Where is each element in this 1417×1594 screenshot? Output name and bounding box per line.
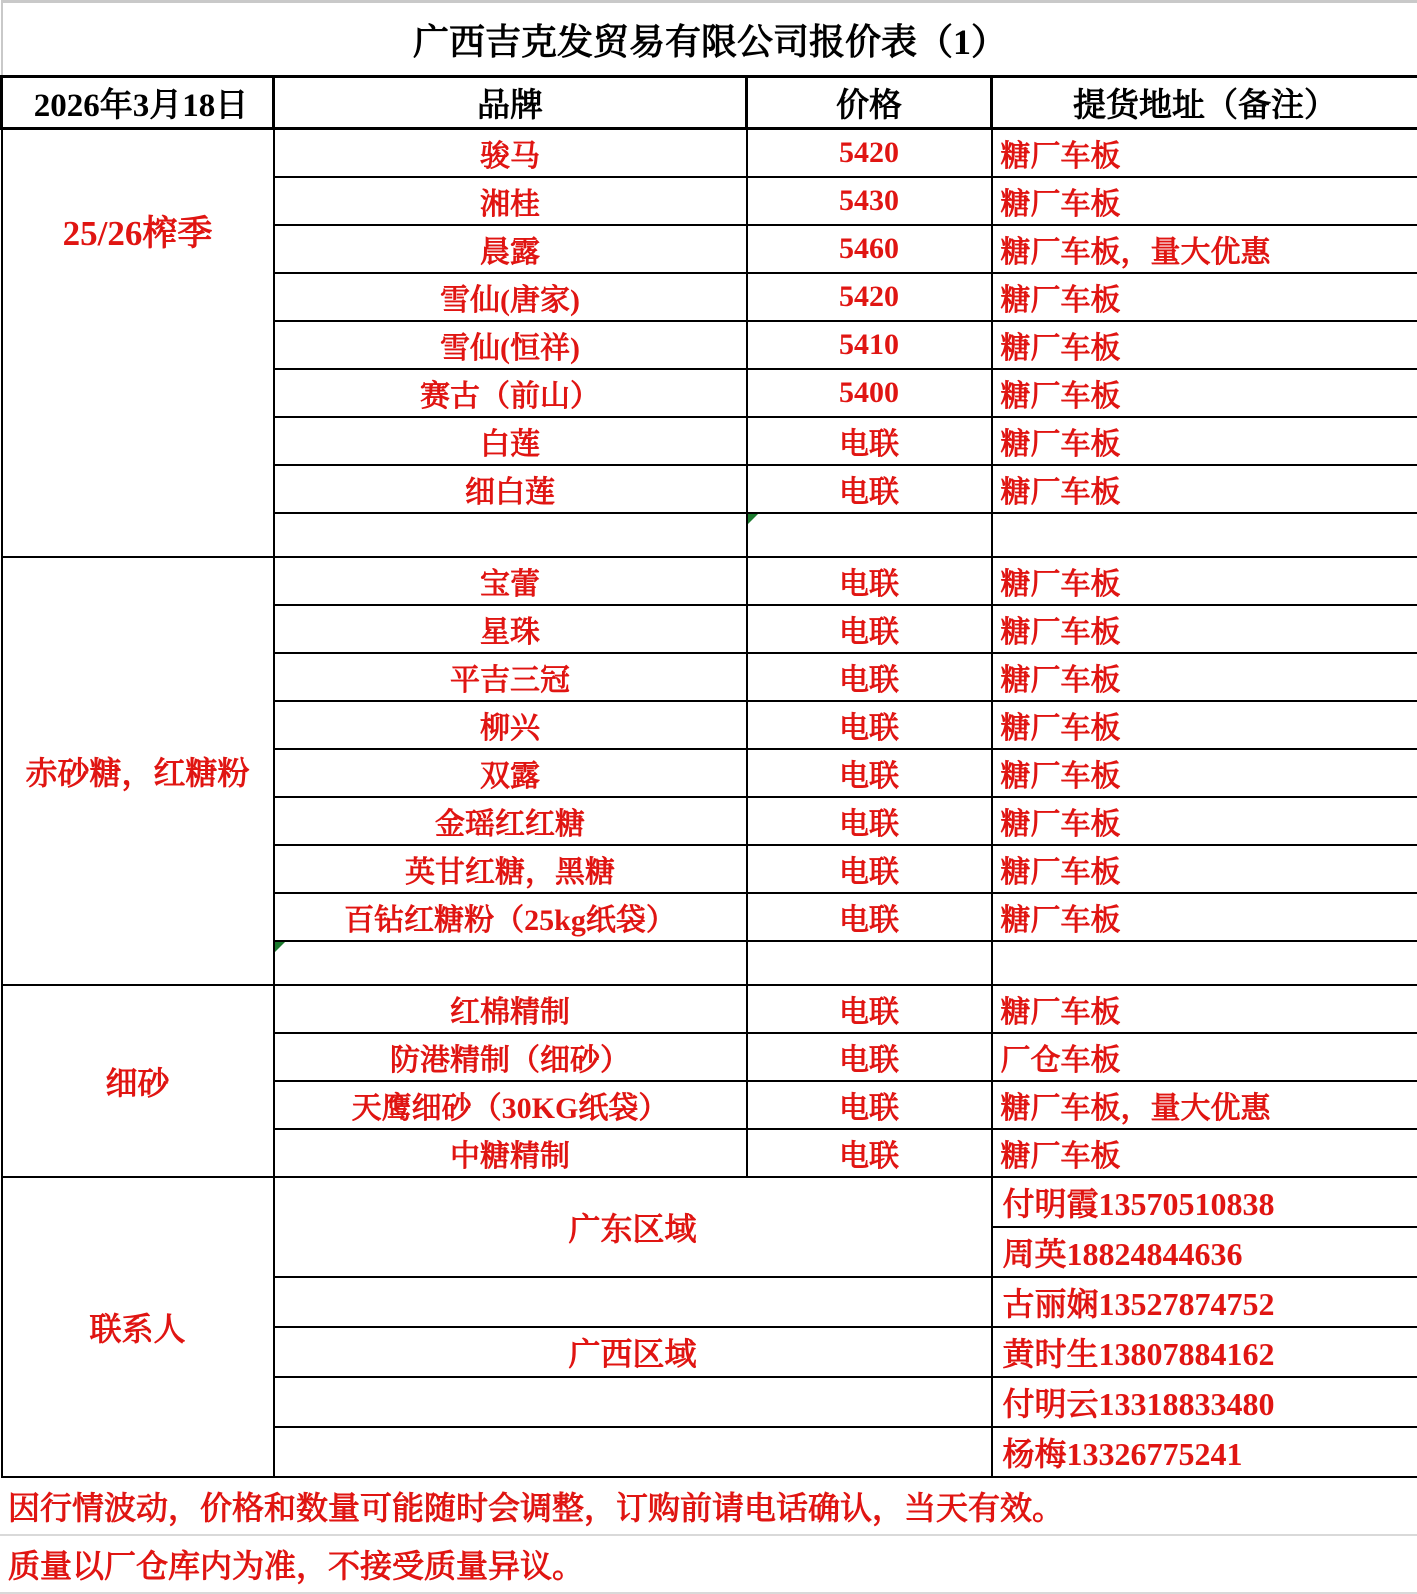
address-cell: 糖厂车板 xyxy=(992,369,1417,417)
address-cell: 糖厂车板 xyxy=(992,985,1417,1033)
price-cell: 电联 xyxy=(747,417,992,465)
brand-cell: 晨露 xyxy=(274,225,747,273)
price-cell: 电联 xyxy=(747,1081,992,1129)
region-cell-empty xyxy=(274,1277,992,1327)
brand-cell: 雪仙(唐家) xyxy=(274,273,747,321)
brand-cell: 湘桂 xyxy=(274,177,747,225)
address-cell: 糖厂车板 xyxy=(992,893,1417,941)
brand-cell: 细白莲 xyxy=(274,465,747,513)
col-header-brand: 品牌 xyxy=(274,77,747,129)
address-cell: 糖厂车板 xyxy=(992,273,1417,321)
region-cell-empty xyxy=(274,1377,992,1427)
note-price-disclaimer: 因行情波动，价格和数量可能随时会调整，订购前请电话确认，当天有效。 xyxy=(0,1478,1417,1536)
price-cell: 电联 xyxy=(747,985,992,1033)
brand-cell: 红棉精制 xyxy=(274,985,747,1033)
price-cell: 电联 xyxy=(747,797,992,845)
region-label-guangxi: 广西区域 xyxy=(274,1327,992,1377)
price-cell: 5410 xyxy=(747,321,992,369)
header-row xyxy=(2,77,1417,129)
brand-cell: 中糖精制 xyxy=(274,1129,747,1177)
title-row xyxy=(2,2,1417,77)
brand-cell: 防港精制（细砂） xyxy=(274,1033,747,1081)
price-cell: 电联 xyxy=(747,605,992,653)
price-cell: 电联 xyxy=(747,845,992,893)
address-cell: 糖厂车板 xyxy=(992,321,1417,369)
address-cell xyxy=(992,941,1417,985)
address-cell: 糖厂车板 xyxy=(992,749,1417,797)
col-header-address: 提货地址（备注） xyxy=(992,77,1417,129)
section-label-brown-sugar: 赤砂糖，红糖粉 xyxy=(2,557,274,985)
brand-cell xyxy=(274,941,747,985)
price-cell: 电联 xyxy=(747,465,992,513)
note-quality-disclaimer: 质量以厂仓库内为准，不接受质量异议。 xyxy=(0,1536,1417,1594)
price-cell: 电联 xyxy=(747,1129,992,1177)
table-row xyxy=(2,985,1417,1033)
address-cell: 糖厂车板 xyxy=(992,557,1417,605)
region-label-guangdong: 广东区域 xyxy=(274,1177,992,1277)
price-cell: 电联 xyxy=(747,557,992,605)
address-cell: 糖厂车板 xyxy=(992,129,1417,178)
brand-cell: 百钻红糖粉（25kg纸袋） xyxy=(274,893,747,941)
address-cell: 糖厂车板 xyxy=(992,417,1417,465)
table-row xyxy=(2,557,1417,605)
brand-cell: 骏马 xyxy=(274,129,747,178)
address-cell: 糖厂车板 xyxy=(992,845,1417,893)
brand-cell: 金瑶红红糖 xyxy=(274,797,747,845)
brand-cell: 宝蕾 xyxy=(274,557,747,605)
contact-phone: 杨梅13326775241 xyxy=(992,1427,1417,1477)
section-label-press-season: 25/26榨季 xyxy=(2,129,274,558)
footer-notes xyxy=(0,1478,1417,1594)
cell-corner-marker-icon xyxy=(275,942,285,952)
price-cell: 电联 xyxy=(747,701,992,749)
price-cell: 电联 xyxy=(747,1033,992,1081)
price-cell: 5430 xyxy=(747,177,992,225)
price-cell: 电联 xyxy=(747,653,992,701)
brand-cell: 双露 xyxy=(274,749,747,797)
price-cell: 5420 xyxy=(747,129,992,178)
brand-cell: 雪仙(恒祥) xyxy=(274,321,747,369)
brand-cell xyxy=(274,513,747,557)
brand-cell: 英甘红糖，黑糖 xyxy=(274,845,747,893)
sheet-title: 广西吉克发贸易有限公司报价表（1） xyxy=(2,2,1417,77)
brand-cell: 赛古（前山） xyxy=(274,369,747,417)
address-cell: 糖厂车板 xyxy=(992,177,1417,225)
section-label-fine-sand: 细砂 xyxy=(2,985,274,1177)
price-cell xyxy=(747,941,992,985)
address-cell: 糖厂车板，量大优惠 xyxy=(992,1081,1417,1129)
table-row xyxy=(2,129,1417,178)
contact-row xyxy=(2,1177,1417,1227)
brand-cell: 天鹰细砂（30KG纸袋） xyxy=(274,1081,747,1129)
address-cell: 糖厂车板 xyxy=(992,465,1417,513)
brand-cell: 平吉三冠 xyxy=(274,653,747,701)
address-cell: 糖厂车板 xyxy=(992,605,1417,653)
address-cell: 糖厂车板 xyxy=(992,701,1417,749)
brand-cell: 星珠 xyxy=(274,605,747,653)
col-header-price: 价格 xyxy=(747,77,992,129)
address-cell: 糖厂车板 xyxy=(992,653,1417,701)
price-cell xyxy=(747,513,992,557)
brand-cell: 柳兴 xyxy=(274,701,747,749)
address-cell: 糖厂车板，量大优惠 xyxy=(992,225,1417,273)
address-cell: 糖厂车板 xyxy=(992,797,1417,845)
price-cell: 电联 xyxy=(747,893,992,941)
cell-corner-marker-icon xyxy=(748,514,758,524)
address-cell: 糖厂车板 xyxy=(992,1129,1417,1177)
contact-phone: 黄时生13807884162 xyxy=(992,1327,1417,1377)
price-cell: 5400 xyxy=(747,369,992,417)
contact-phone: 付明云13318833480 xyxy=(992,1377,1417,1427)
contact-phone: 古丽娴13527874752 xyxy=(992,1277,1417,1327)
brand-cell: 白莲 xyxy=(274,417,747,465)
date-cell: 2026年3月18日 xyxy=(2,77,274,129)
price-cell: 电联 xyxy=(747,749,992,797)
price-cell: 5460 xyxy=(747,225,992,273)
price-cell: 5420 xyxy=(747,273,992,321)
section-label-contacts: 联系人 xyxy=(2,1177,274,1477)
contact-phone: 周英18824844636 xyxy=(992,1227,1417,1277)
contact-phone: 付明霞13570510838 xyxy=(992,1177,1417,1227)
address-cell xyxy=(992,513,1417,557)
address-cell: 厂仓车板 xyxy=(992,1033,1417,1081)
region-cell-empty xyxy=(274,1427,992,1477)
